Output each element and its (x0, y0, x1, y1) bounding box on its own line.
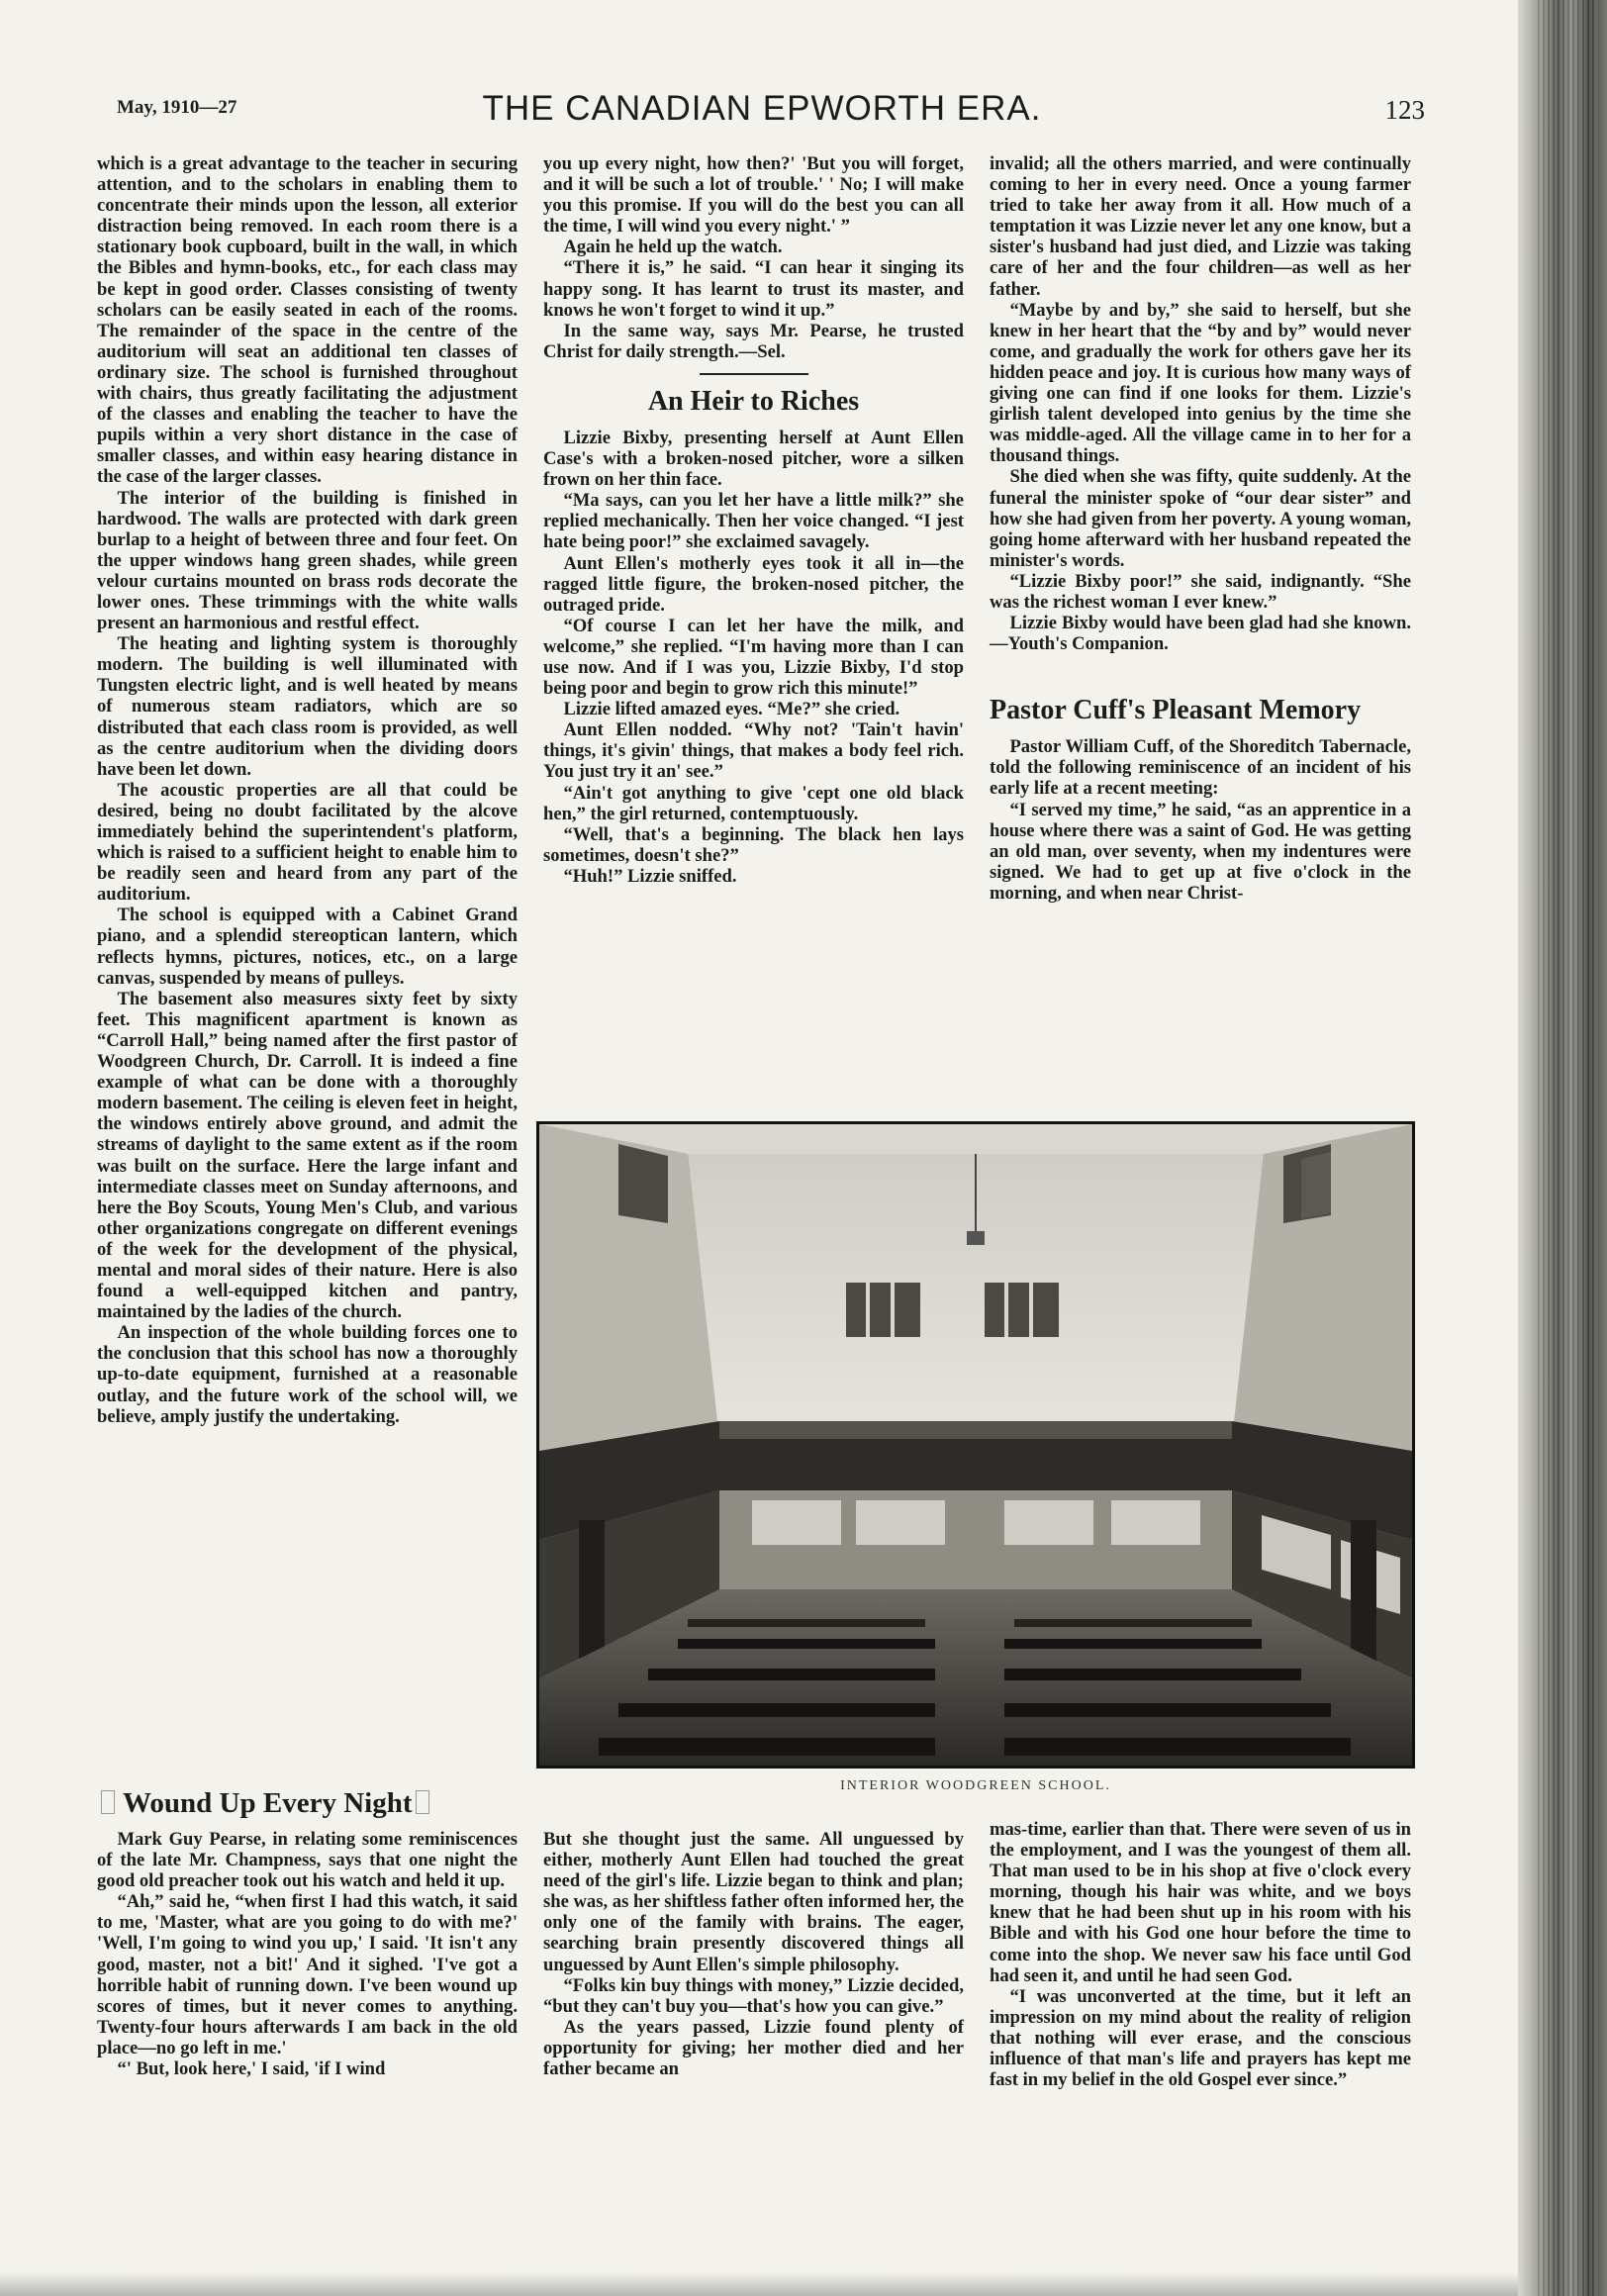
paragraph: invalid; all the others married, and were continually coming to her in every need. Once a young farmer tried to take her away from it all. How much of a temptation it was Lizzie never let any one know, but a sister's husband had just died, and Lizzie was taking care of her and the four children—as well as her father. (990, 153, 1411, 300)
paragraph: “Ma says, can you let her have a little milk?” she replied mechanically. Then her voice changed. “I jest hate being poor!” she exclaimed savagely. (543, 490, 964, 553)
bottom-column-2 (543, 1829, 964, 2079)
paragraph: The school is equipped with a Cabinet Grand piano, and a splendid stereoptican lantern, which reflects hymns, pictures, notices, etc., on a large canvas, suspended by means of pulleys. (97, 905, 518, 989)
bottom-column-1 (97, 1829, 518, 2079)
wound-up-title: Wound Up Every Night (123, 1787, 413, 1819)
page-bottom-shadow (0, 2272, 1518, 2296)
paragraph: “I served my time,” he said, “as an apprentice in a house where there was a saint of God. He was getting an old man, over seventy, when my indentures were signed. We had to get up at five o'clock in the morning, and when near Christ- (990, 799, 1411, 904)
paragraph: “Maybe by and by,” she said to herself, but she knew in her heart that the “by and by” would never come, and gradually the work for others gave her its hidden peace and joy. It is curious how many ways of giving one can find if one looks for them. Lizzie's girlish talent developed into genius by the time she was middle-aged. All the village came in to her for a thousand things. (990, 299, 1411, 467)
paragraph: “' But, look here,' I said, 'if I wind (117, 2058, 386, 2080)
paragraph: “Well, that's a beginning. The black hen lays sometimes, doesn't she?” (543, 823, 964, 866)
page-number: 123 (1384, 95, 1425, 125)
article-heading-pastor-cuff: Pastor Cuff's Pleasant Memory (990, 695, 1362, 726)
book-binding-edge (1518, 0, 1607, 2296)
paragraph: Lizzie Bixby, presenting herself at Aunt Ellen Case's with a broken-nosed pitcher, wore a silken frown on her thin face. (543, 427, 964, 491)
paragraph: The basement also measures sixty feet by sixty feet. This magnificent apartment is known as “Carroll Hall,” being named after the first pastor of Woodgreen Church, Dr. Carroll. It is indeed a fine example of what can be done with a thoroughly modern basement. The ceiling is eleven feet in height, the windows entirely above ground, and admit the streams of daylight to the same extent as if the room was built on the surface. Here the large infant and intermediate classes meet on Sunday afternoons, and here the Boy Scouts, Young Men's Club, and various other organizations congregate on different evenings of the week for the development of the physical, mental and moral sides of their nature. Here is also found a well-equipped kitchen and pantry, maintained by the ladies of the church. (97, 988, 518, 1323)
paragraph: The acoustic properties are all that could be desired, being no doubt facilitated by the alcove immediately behind the superintendent's platform, which is raised to a sufficient height to enable him to be readily seen and heard from any part of the auditorium. (97, 779, 518, 906)
paragraph: Lizzie lifted amazed eyes. “Me?” she cried. (563, 699, 900, 720)
paragraph: “Huh!” Lizzie sniffed. (563, 865, 737, 887)
column-1 (97, 153, 518, 1427)
paragraph: She died when she was fifty, quite suddenly. At the funeral the minister spoke of “our dear sister” and how she had given from her poverty. A young woman, going home afterward with her husband repeated the minister's words. (990, 466, 1411, 571)
paragraph: “I was unconverted at the time, but it left an impression on my mind about the reality of religion that nothing will ever erase, and the conscious influence of that man's life and prayers has kept me fast in my belief in the old Gospel ever since.” (990, 1985, 1411, 2091)
paragraph: “Lizzie Bixby poor!” she said, indignantly. “She was the richest woman I ever knew.” (990, 570, 1411, 613)
paragraph: “Of course I can let her have the milk, and welcome,” she replied. “I'm having more than I can use now. And if I was you, Lizzie Bixby, I'd stop being poor and begin to grow rich this minute!” (543, 615, 964, 700)
paragraph: “Ah,” said he, “when first I had this watch, it said to me, 'Master, what are you going to do with me?' 'Well, I'm going to wind you up,' I said. 'It isn't any good, master, not a bit!' And it sighed. 'I've got a horrible habit of running down. I've been wound up scores of times, but it never comes to anything. Twenty-four hours afterwards I am back in the old place—no go left in me.' (97, 1891, 518, 2058)
paragraph: Lizzie Bixby would have been glad had she known.—Youth's Companion. (990, 613, 1411, 655)
photo-illustration (539, 1124, 1412, 1766)
paragraph: But she thought just the same. All unguessed by either, motherly Aunt Ellen had touched the great need of the girl's life. Lizzie began to think and plan; she was, as her shiftless father often informed her, the only one of the family with brains. The eager, searching brain presently discovered things all unguessed by Aunt Ellen's simple philosophy. (543, 1829, 964, 1975)
paragraph: An inspection of the whole building forces one to the conclusion that this school has now a thoroughly up-to-date equipment, furnished at a reasonable outlay, and the future work of the school will, we believe, amply justify the undertaking. (97, 1322, 518, 1427)
paragraph: Mark Guy Pearse, in relating some reminiscences of the late Mr. Champness, says that one night the good old preacher took out his watch and held it up. (97, 1829, 518, 1892)
publication-title: THE CANADIAN EPWORTH ERA. (482, 89, 1042, 128)
photo-caption: INTERIOR WOODGREEN SCHOOL. (840, 1778, 1111, 1793)
paragraph: “Folks kin buy things with money,” Lizzie decided, “but they can't buy you—that's how you can give.” (543, 1974, 964, 2017)
paragraph: As the years passed, Lizzie found plenty of opportunity for giving; her mother died and her father became an (543, 2016, 964, 2080)
section-divider (700, 373, 808, 375)
paragraph: The heating and lighting system is thoroughly modern. The building is well illuminated with Tungsten electric light, and is well heated by means of numerous steam radiators, which are so distributed that each class room is provided, as well as the centre auditorium when the dividing doors have been let down. (97, 633, 518, 780)
paragraph: mas-time, earlier than that. There were seven of us in the employment, and I was the youngest of them all. That man used to be in his shop at five o'clock every morning, though his hair was white, and we boys knew that he had been shut up in his room with his Bible and with his God one hour before the time to come into the shop. We never saw his face until God had seen it, and until he had seen God. (990, 1819, 1411, 1986)
article-heading-heir-to-riches: An Heir to Riches (647, 385, 860, 417)
paragraph: “There it is,” he said. “I can hear it singing its happy song. It has learnt to trust its master, and knows he won't forget to wind it up.” (543, 257, 964, 321)
paragraph: Pastor William Cuff, of the Shoreditch Tabernacle, told the following reminiscence of an incident of his early life at a recent meeting: (990, 736, 1411, 800)
paragraph: Again he held up the watch. (563, 237, 783, 258)
woodgreen-school-interior-photo (536, 1121, 1415, 1769)
paragraph: Aunt Ellen's motherly eyes took it all in—the ragged little figure, the broken-nosed pitcher, the outraged pride. (543, 552, 964, 616)
bottom-column-3 (990, 1819, 1411, 2090)
article-heading-wound-up (97, 1787, 518, 1820)
ornament-glyph (416, 1790, 429, 1814)
page-header (99, 89, 1425, 129)
paragraph: In the same way, says Mr. Pearse, he trusted Christ for daily strength.—Sel. (543, 320, 964, 362)
column-2 (543, 153, 964, 887)
paragraph: The interior of the building is finished in hardwood. The walls are protected with dark green burlap to a height of between three and four feet. On the upper windows hang green shades, while green velour curtains mounted on brass rods decorate the lower ones. These trimmings with the white walls present an harmonious and restful effect. (97, 487, 518, 634)
paragraph: Aunt Ellen nodded. “Why not? 'Tain't havin' things, it's givin' things, that makes a body feel rich. You just try it an' see.” (543, 719, 964, 783)
section-spacer (990, 654, 1411, 684)
issue-date: May, 1910—27 (117, 97, 237, 118)
paragraph: “Ain't got anything to give 'cept one old black hen,” the girl returned, contemptuously. (543, 782, 964, 824)
paragraph: you up every night, how then?' 'But you will forget, and it will be such a lot of trouble.' ' No; I will make you this promise. If you will do the best you can all the time, I will wind you every night.' ” (543, 153, 964, 238)
paragraph: which is a great advantage to the teacher in securing attention, and to the scholars in enabling them to concentrate their minds upon the lesson, all exterior distraction being removed. In each room there is a stationary book cupboard, built in the wall, in which the Bibles and hymn-books, etc., for each class may be kept in good order. Classes consisting of twenty scholars can be easily seated in each of the rooms. The remainder of the space in the centre of the auditorium will seat an additional ten classes of ordinary size. The school is furnished throughout with chairs, thus greatly facilitating the adjustment of the classes and enabling the teacher to have the pupils within a very short distance in the case of smaller classes, and within easy hearing distance in the case of the larger classes. (97, 153, 518, 488)
column-3 (990, 153, 1411, 904)
ornament-glyph (101, 1790, 115, 1814)
